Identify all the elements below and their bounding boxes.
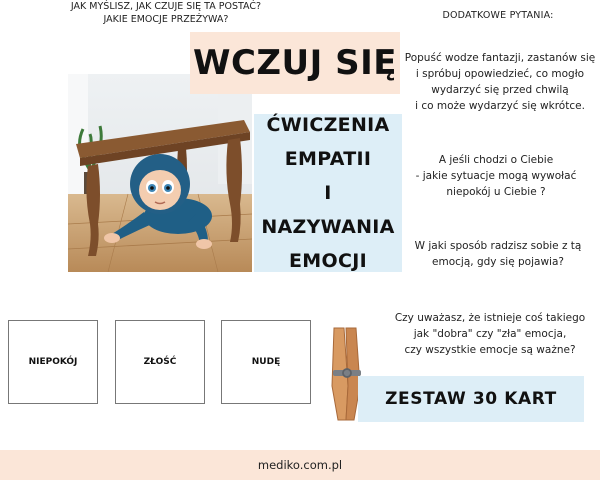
subtitle: ĆWICZENIA EMPATII I NAZYWANIA EMOCJI — [261, 114, 395, 272]
child-under-table-illustration — [68, 74, 252, 272]
top-question: JAK MYŚLISZ, JAK CZUJE SIĘ TA POSTAĆ? JAKIE EMOCJE PRZEŻYWA? — [70, 1, 262, 25]
emotion-card-label: ZŁOŚĆ — [143, 357, 177, 367]
footer-link[interactable]: mediko.com.pl — [257, 458, 343, 472]
subtitle-banner — [254, 114, 402, 272]
additional-questions-title: DODATKOWE PYTANIA: — [442, 10, 554, 21]
page-title: WCZUJ SIĘ — [192, 43, 398, 83]
question-4: Czy uważasz, że istnieje coś takiego jak "dobra" czy "zła" emocja, czy wszystkie emocje są ważne? — [394, 312, 586, 356]
emotion-card-label: NUDĘ — [251, 357, 281, 367]
emotion-card-2 — [115, 320, 205, 404]
question-1: Popuść wodze fantazji, zastanów się i spróbuj opowiedzieć, co mogło wydarzyć się przed chwilą i co może wydarzyć się wkrótce. — [404, 52, 596, 112]
emotion-card-3 — [221, 320, 311, 404]
question-3: W jaki sposób radzisz sobie z tą emocją, gdy się pojawia? — [414, 240, 582, 268]
card-set-label: ZESTAW 30 KART — [385, 389, 557, 409]
footer-bar — [0, 450, 600, 480]
emotion-card-1 — [8, 320, 98, 404]
title-banner — [190, 32, 400, 94]
card-set-banner — [358, 376, 584, 422]
emotion-card-label: NIEPOKÓJ — [28, 357, 78, 367]
question-2: A jeśli chodzi o Ciebie - jakie sytuacje mogą wywołać niepokój u Ciebie ? — [415, 154, 577, 198]
